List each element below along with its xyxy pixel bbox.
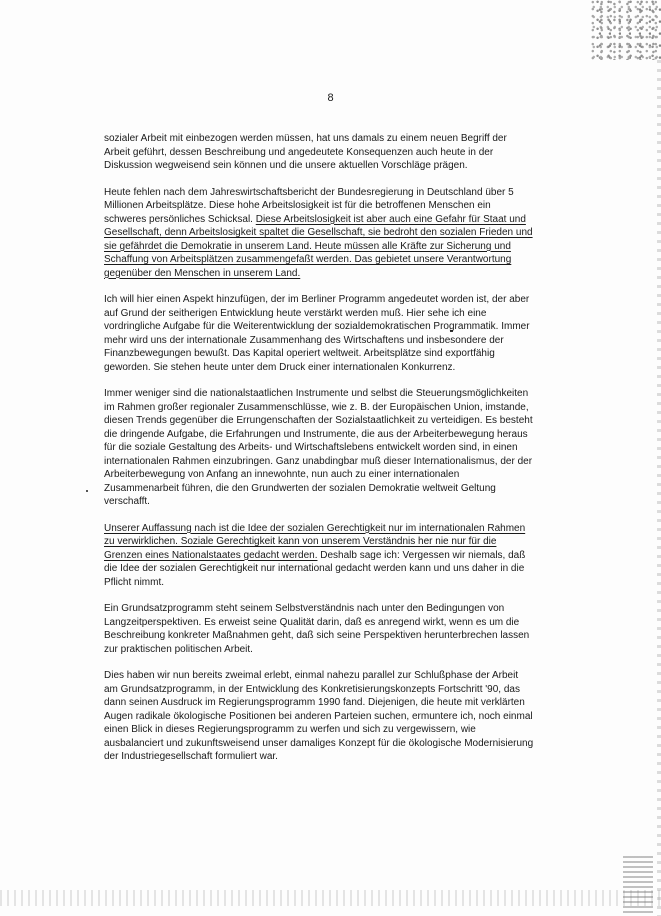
paragraph xyxy=(104,293,534,374)
stray-dot xyxy=(86,490,88,492)
paragraph xyxy=(104,602,534,656)
paragraph xyxy=(104,186,534,281)
page-number: 8 xyxy=(327,92,334,104)
paragraph xyxy=(104,132,534,173)
text-run: Deshalb sage ich: Vergessen wir niemals, daß die Idee der sozialen Gerechtigkeit nur international gedacht werden kann und uns daher in die Pflicht nimmt. xyxy=(104,549,526,588)
underlined-passage: Unserer Auffassung nach ist die Idee der sozialen Gerechtigkeit nur im internationalen Rahmen zu verwirklichen. Soziale Gerechtigkeit kann von unserem Verständnis her nie nur für die Grenzen eines Nationalstaates gedacht werden. xyxy=(104,522,526,561)
scan-edge-bottom xyxy=(0,890,661,906)
paragraph xyxy=(104,669,534,764)
scan-edge-corner xyxy=(623,856,653,916)
text-run: Ein Grundsatzprogramm steht seinem Selbstverständnis nach unter den Bedingungen von Langzeitperspektiven. Es erweist seine Qualität darin, daß es anregend wirkt, wenn es um die Beschreibung konkreter Maßnahmen geht, daß sich seine Perspektiven herunterbrechen lassen zur praktischen politischen Arbeit. xyxy=(104,603,530,655)
scan-edge-right xyxy=(657,60,661,916)
text-run: Immer weniger sind die nationalstaatlichen Instrumente und selbst die Steuerungsmöglichkeiten im Rahmen großer regionaler Zusammenschlüsse, wie z. B. der Europäischen Union, imstande, diesen Trends gegenüber die Errungenschaften der Sozialstaatlichkeit zu verteidigen. Es besteht die dringende Aufgabe, die Erfahrungen und Instrumente, die aus der Arbeiterbewegung heraus für die soziale Gestaltung des Arbeits- und Wirtschaftslebens entwickelt worden sind, in einen internationalen Rahmen einzubringen. Ganz unabdingbar muß dieser Internationalismus, der der Arbeiterbewegung von Anfang an innewohnte, nun auch zu einer internationalen Zusammenarbeit führen, die den Grundwerten der sozialen Demokratie weltweit Geltung verschafft. xyxy=(104,388,533,507)
text-run: sozialer Arbeit mit einbezogen werden müssen, hat uns damals zu einem neuen Begriff der Arbeit geführt, dessen Beschreibung und angedeutete Konsequenzen auch heute in der Diskussion wegweisend sein können und die unsere aktuellen Vorschläge prägen. xyxy=(104,133,507,171)
scan-noise xyxy=(591,0,661,60)
body-text xyxy=(104,132,534,777)
paragraph xyxy=(104,387,534,509)
text-run: Dies haben wir nun bereits zweimal erlebt, einmal nahezu parallel zur Schlußphase der Arbeit am Grundsatzprogramm, in der Entwicklung des Konkretisierungskonzepts Fortschritt '90, das dann seinen Ausdruck im Regierungsprogramm 1990 fand. Diejenigen, die heute mit verklärten Augen radikale ökologische Positionen bei anderen Parteien suchen, ermuntere ich, noch einmal einen Blick in dieses Regierungsprogramm zu werfen und sich zu vergewissern, wie ausbalanciert und zukunftsweisend unser damaliges Konzept für die ökologische Modernisierung der Industriegesellschaft formuliert war. xyxy=(104,670,534,762)
text-run: Ich will hier einen Aspekt hinzufügen, der im Berliner Programm angedeutet worden ist, der aber auf Grund der seitherigen Entwicklung heute verstärkt werden muß. Hier sehe ich eine vordringliche Aufgabe für die Weiterentwicklung der sozialdemokratischen Programmatik. Immer mehr wird uns der internationale Zusammenhang des Wirtschaftens und insbesondere der Finanzbewegungen bewußt. Das Kapital operiert weltweit. Arbeitsplätze sind exportfähig geworden. Sie stehen heute unter dem Druck einer internationalen Konkurrenz. xyxy=(104,294,530,373)
underlined-passage: Diese Arbeitslosigkeit ist aber auch eine Gefahr für Staat und Gesellschaft, denn Arbeitslosigkeit spaltet die Gesellschaft, sie bedroht den sozialen Frieden und sie gefährdet die Demokratie in unserem Land. Heute müssen alle Kräfte zur Sicherung und Schaffung von Arbeitsplätzen zusammengefaßt werden. Das gebietet unsere Verantwortung gegenüber den Menschen in unserem Land. xyxy=(104,213,533,279)
paragraph xyxy=(104,522,534,590)
text-run: Heute fehlen nach dem Jahreswirtschaftsbericht der Bundesregierung in Deutschland über 5 Millionen Arbeitsplätze. Diese hohe Arbeitslosigkeit ist für die betroffenen Menschen ein schweres persönliches Schicksal. xyxy=(104,186,514,225)
